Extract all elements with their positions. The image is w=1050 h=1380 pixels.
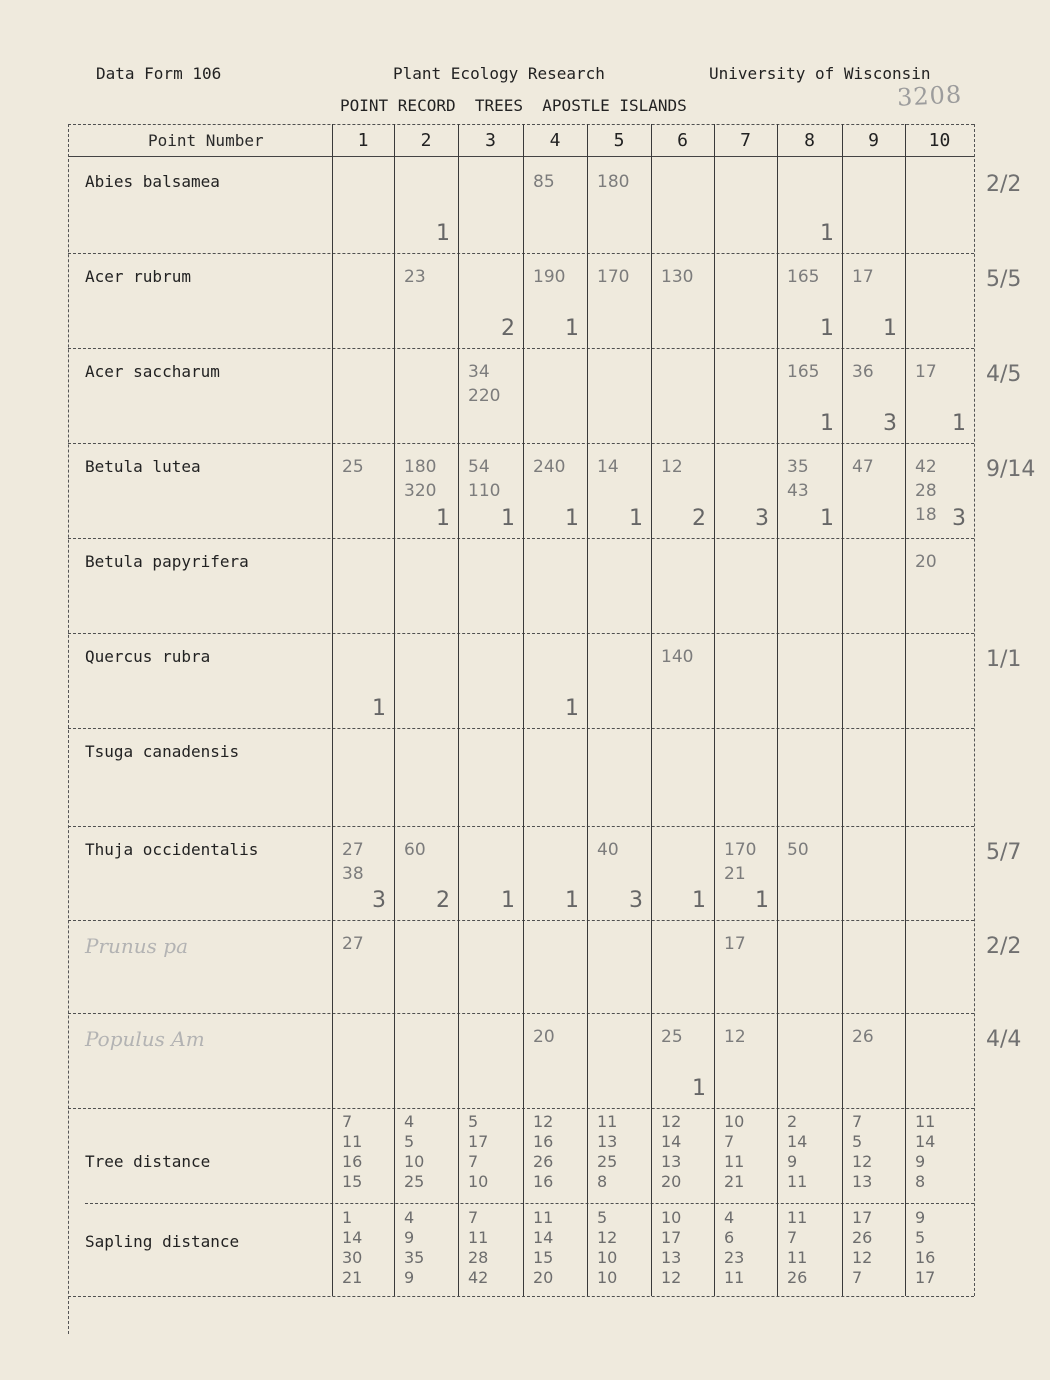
sapling-distance-values: 4 9 35 9 [404,1208,425,1287]
measurement-value: 240 [533,457,566,477]
sapling-distance-values: 10 17 13 12 [661,1208,682,1287]
measurement-value: 47 [852,457,874,477]
tree-distance-values: 4 5 10 25 [404,1112,425,1191]
measurement-value: 190 [533,267,566,287]
tally-count: 2 [436,888,450,913]
species-ratio: 5/7 [986,840,1022,865]
measurement-value: 27 38 [342,840,364,884]
species-ratio: 1/1 [986,647,1022,672]
species-ratio: 5/5 [986,267,1022,292]
tally-count: 1 [952,411,966,436]
measurement-value: 60 [404,840,426,860]
species-label: Abies balsamea [85,172,220,191]
measurement-value: 12 [724,1027,746,1047]
tally-count: 1 [501,888,515,913]
point-number-10: 10 [928,130,951,151]
column-divider [332,124,333,1296]
tally-count: 1 [629,506,643,531]
university-name: University of Wisconsin [709,64,931,83]
row-divider [68,253,974,254]
form-number: Data Form 106 [96,64,222,83]
measurement-value: 27 [342,934,364,954]
tally-count: 1 [820,316,834,341]
measurement-value: 140 [661,647,694,667]
species-label: Acer rubrum [85,267,191,286]
point-number-label: Point Number [148,131,264,150]
measurement-value: 17 [724,934,746,954]
point-number-8: 8 [804,130,815,151]
species-ratio: 9/14 [986,457,1036,482]
measurement-value: 26 [852,1027,874,1047]
point-number-6: 6 [677,130,688,151]
distance-divider [85,1203,974,1204]
measurement-value: 165 [787,267,820,287]
sapling-distance-values: 11 14 15 20 [533,1208,554,1287]
measurement-value: 35 43 [787,457,809,501]
measurement-value: 170 21 [724,840,757,884]
species-ratio: 4/4 [986,1027,1022,1052]
tree-distance-values: 2 14 9 11 [787,1112,808,1191]
sapling-distance-values: 1 14 30 21 [342,1208,363,1287]
measurement-value: 130 [661,267,694,287]
tally-count: 1 [755,888,769,913]
measurement-value: 17 [852,267,874,287]
sapling-distance-values: 4 6 23 11 [724,1208,745,1287]
tally-count: 1 [565,506,579,531]
tree-distance-values: 10 7 11 21 [724,1112,745,1191]
tally-count: 3 [883,411,897,436]
point-number-9: 9 [868,130,879,151]
table-left-border [68,124,69,1334]
species-label: Prunus pa [85,934,189,958]
tally-count: 1 [883,316,897,341]
measurement-value: 17 [915,362,937,382]
measurement-value: 165 [787,362,820,382]
tally-count: 1 [820,221,834,246]
archive-stamp: 3208 [896,80,963,112]
tally-count: 1 [565,316,579,341]
measurement-value: 36 [852,362,874,382]
tally-count: 1 [820,506,834,531]
tree-distance-values: 7 5 12 13 [852,1112,873,1191]
tally-count: 2 [501,316,515,341]
sapling-distance-values: 5 12 10 10 [597,1208,618,1287]
tally-count: 3 [755,506,769,531]
sapling-distance-values: 9 5 16 17 [915,1208,936,1287]
sapling-distance-label: Sapling distance [85,1232,240,1251]
row-divider [68,633,974,634]
tree-distance-values: 7 11 16 15 [342,1112,363,1191]
measurement-value: 170 [597,267,630,287]
species-label: Acer saccharum [85,362,220,381]
measurement-value: 23 [404,267,426,287]
table-top-border [68,124,974,125]
tally-count: 3 [629,888,643,913]
species-ratio: 2/2 [986,172,1022,197]
row-divider [68,728,974,729]
tally-count: 1 [565,696,579,721]
sapling-distance-values: 11 7 11 26 [787,1208,808,1287]
species-label: Tsuga canadensis [85,742,240,761]
measurement-value: 14 [597,457,619,477]
point-number-7: 7 [740,130,751,151]
point-number-4: 4 [549,130,561,151]
row-divider [68,1013,974,1014]
tally-count: 3 [372,888,386,913]
measurement-value: 50 [787,840,809,860]
table-bottom-border [68,1296,974,1297]
measurement-value: 20 [533,1027,555,1047]
species-label: Betula lutea [85,457,201,476]
sapling-distance-values: 7 11 28 42 [468,1208,489,1287]
measurement-value: 85 [533,172,555,192]
measurement-value: 54 110 [468,457,501,501]
species-label: Thuja occidentalis [85,840,259,859]
measurement-value: 42 28 18 [915,457,937,525]
tally-count: 1 [501,506,515,531]
measurement-value: 12 [661,457,683,477]
department-title: Plant Ecology Research [393,64,605,83]
header-divider [68,156,974,157]
point-number-3: 3 [485,130,496,151]
tree-distance-values: 12 16 26 16 [533,1112,554,1191]
tally-count: 1 [692,1076,706,1101]
row-divider [68,443,974,444]
tree-distance-values: 11 14 9 8 [915,1112,936,1191]
tally-count: 1 [372,696,386,721]
tree-distance-label: Tree distance [85,1152,211,1171]
sapling-distance-values: 17 26 12 7 [852,1208,873,1287]
tally-count: 3 [952,506,966,531]
measurement-value: 25 [661,1027,683,1047]
tally-count: 1 [436,221,450,246]
measurement-value: 34 220 [468,362,501,406]
species-ratio: 2/2 [986,934,1022,959]
tree-distance-values: 11 13 25 8 [597,1112,618,1191]
species-label: Populus Am [85,1027,205,1051]
tally-count: 2 [692,506,706,531]
point-number-2: 2 [420,130,432,151]
row-divider [68,826,974,827]
measurement-value: 180 [597,172,630,192]
row-divider [68,538,974,539]
tally-count: 1 [692,888,706,913]
point-number-1: 1 [357,130,369,151]
measurement-value: 25 [342,457,364,477]
tally-count: 1 [820,411,834,436]
measurement-value: 20 [915,552,937,572]
measurement-value: 40 [597,840,619,860]
point-number-5: 5 [613,130,625,151]
species-ratio: 4/5 [986,362,1022,387]
tree-distance-values: 12 14 13 20 [661,1112,682,1191]
tally-count: 1 [436,506,450,531]
row-divider [68,348,974,349]
measurement-value: 180 320 [404,457,437,501]
tally-count: 1 [565,888,579,913]
row-divider [68,920,974,921]
row-divider [68,1108,974,1109]
species-label: Betula papyrifera [85,552,249,571]
tree-distance-values: 5 17 7 10 [468,1112,489,1191]
page-title: POINT RECORD TREES APOSTLE ISLANDS [340,96,687,115]
species-label: Quercus rubra [85,647,211,666]
